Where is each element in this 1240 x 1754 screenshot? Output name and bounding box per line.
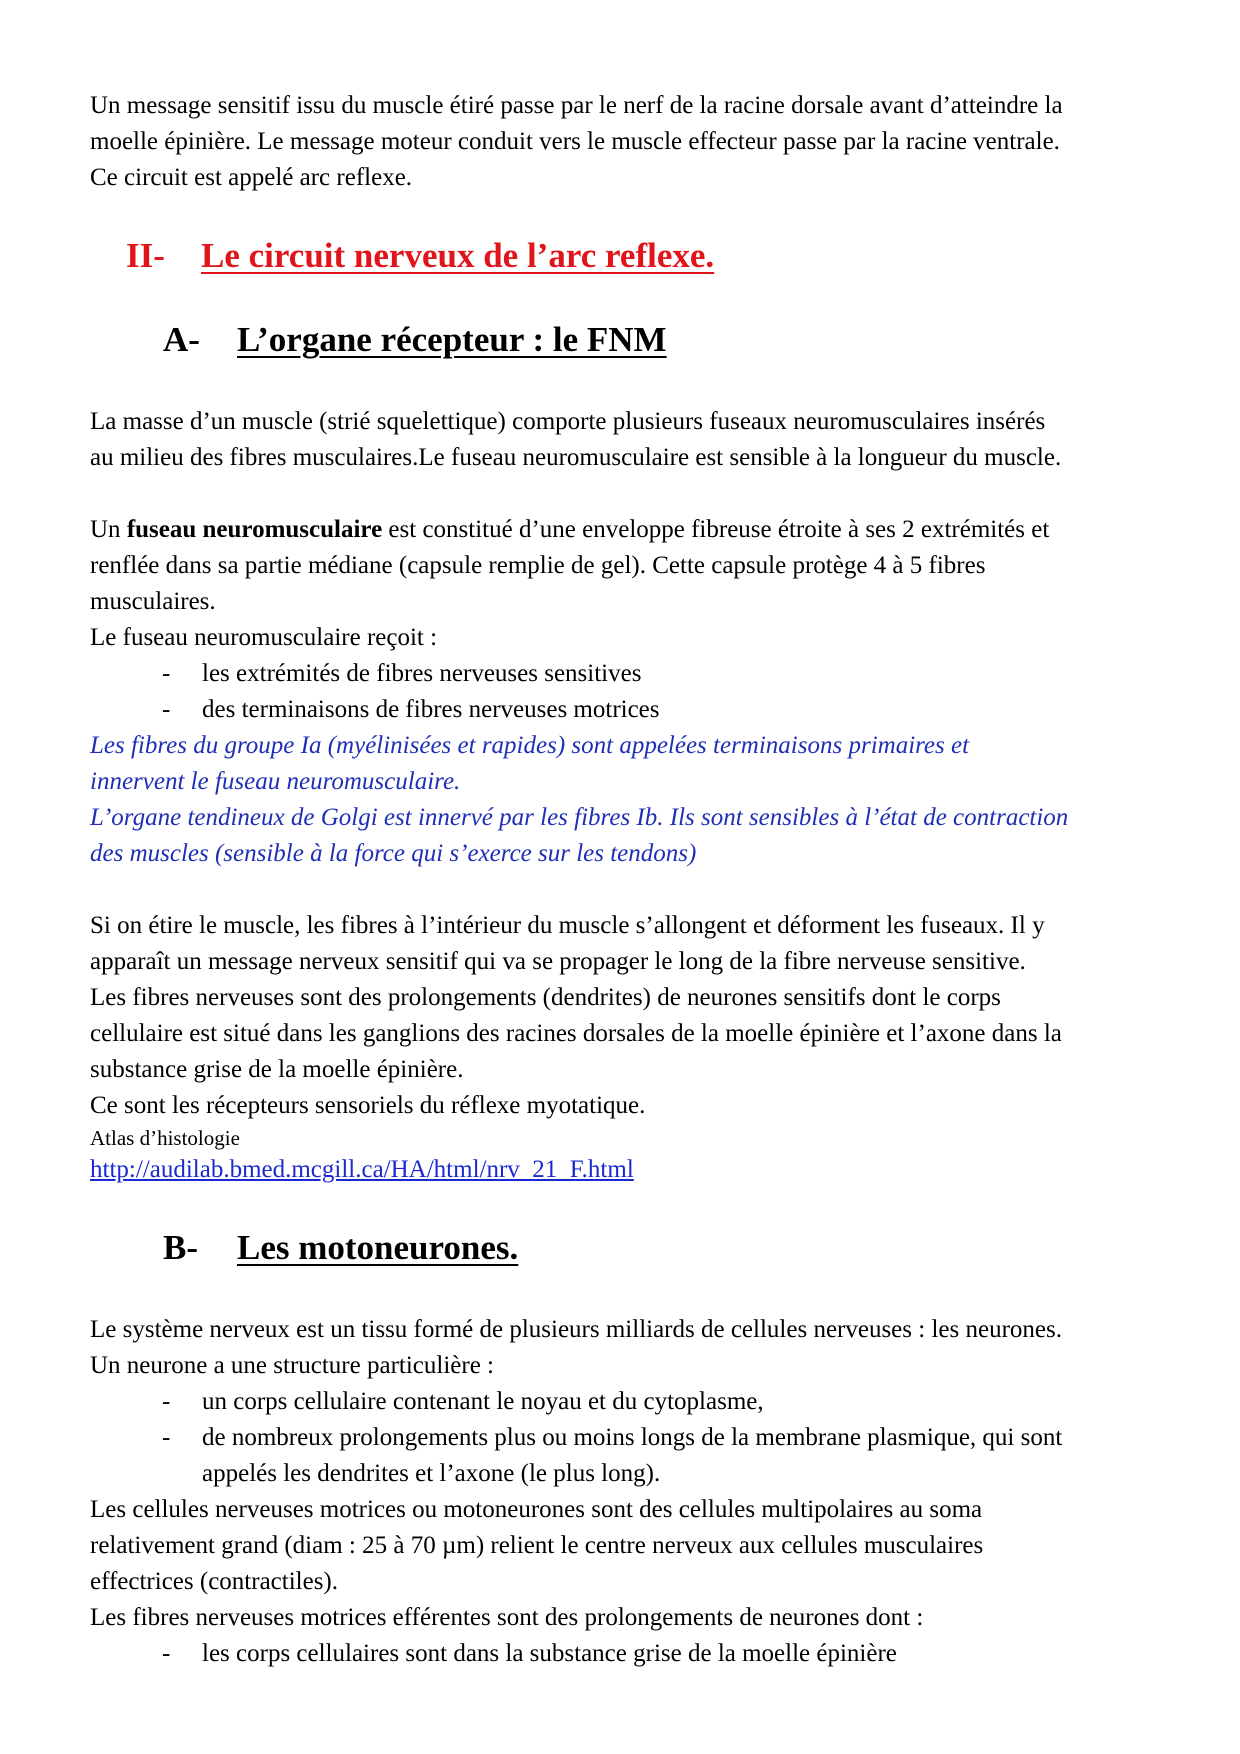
b-line-2: Un neurone a une structure particulière : <box>90 1352 494 1379</box>
a-blue-line-1: Les fibres du groupe Ia (myélinisées et rapides) sont appelées terminaisons primaires et <box>90 732 970 759</box>
section-ii-heading <box>126 236 715 276</box>
a-p3-line-1: Si on étire le muscle, les fibres à l’intérieur du muscle s’allongent et déforment les fuseaux. Il y <box>90 912 1045 939</box>
b-p2-line-4: Les fibres nerveuses motrices efférentes sont des prolongements de neurones dont : <box>90 1604 924 1631</box>
a-p3-line-5: substance grise de la moelle épinière. <box>90 1056 464 1083</box>
atlas-link[interactable]: http://audilab.bmed.mcgill.ca/HA/html/nrv_21_F.html <box>90 1156 634 1183</box>
bullet-dash: - <box>162 660 171 687</box>
a-p2-prefix: Un <box>90 516 127 543</box>
section-b-title: Les motoneurones. <box>237 1228 519 1267</box>
section-a-heading <box>163 320 667 360</box>
intro-line-1: Un message sensitif issu du muscle étiré passe par le nerf de la racine dorsale avant d’atteindre la <box>90 92 1063 119</box>
bullet-dash: - <box>162 1640 171 1667</box>
bullet-dash: - <box>162 696 171 723</box>
b-p2-line-3: effectrices (contractiles). <box>90 1568 338 1595</box>
a-p2-line-2: renflée dans sa partie médiane (capsule remplie de gel). Cette capsule protège 4 à 5 fibres <box>90 552 986 579</box>
a-blue-line-4: des muscles (sensible à la force qui s’exerce sur les tendons) <box>90 840 697 867</box>
b-bullet-2: de nombreux prolongements plus ou moins longs de la membrane plasmique, qui sont <box>202 1424 1063 1451</box>
a-p2-bold-term: fuseau neuromusculaire <box>126 516 383 543</box>
section-a-title: L’organe récepteur : le FNM <box>237 320 667 359</box>
a-blue-line-2: innervent le fuseau neuromusculaire. <box>90 768 461 795</box>
a-p3-line-2: apparaît un message nerveux sensitif qui va se propager le long de la fibre nerveuse sensitive. <box>90 948 1026 975</box>
a-blue-line-3: L’organe tendineux de Golgi est innervé par les fibres Ib. Ils sont sensibles à l’état de contraction <box>90 804 1069 831</box>
a-p2-line-4: Le fuseau neuromusculaire reçoit : <box>90 624 438 651</box>
section-ii-number: II- <box>126 236 165 275</box>
a-p2-suffix: est constitué d’une enveloppe fibreuse étroite à ses 2 extrémités et <box>382 516 1050 543</box>
intro-line-3: Ce circuit est appelé arc reflexe. <box>90 164 413 191</box>
b-bullet-2-cont: appelés les dendrites et l’axone (le plus long). <box>202 1460 661 1487</box>
b-last-bullet: les corps cellulaires sont dans la substance grise de la moelle épinière <box>202 1640 897 1667</box>
intro-line-2: moelle épinière. Le message moteur conduit vers le muscle effecteur passe par la racine ventrale. <box>90 128 1060 155</box>
b-line-1: Le système nerveux est un tissu formé de plusieurs milliards de cellules nerveuses : les neurones. <box>90 1316 1062 1343</box>
bullet-dash: - <box>162 1388 171 1415</box>
section-a-number: A- <box>163 320 200 359</box>
section-ii-title: Le circuit nerveux de l’arc reflexe. <box>201 236 715 275</box>
a-p1-line-2: au milieu des fibres musculaires.Le fuseau neuromusculaire est sensible à la longueur du muscle. <box>90 444 1062 471</box>
section-b-number: B- <box>163 1228 198 1267</box>
a-p2-line-3: musculaires. <box>90 588 216 615</box>
a-bullet-2: des terminaisons de fibres nerveuses motrices <box>202 696 660 723</box>
a-p3-line-6: Ce sont les récepteurs sensoriels du réflexe myotatique. <box>90 1092 646 1119</box>
atlas-label: Atlas d’histologie <box>90 1126 240 1150</box>
a-bullet-1: les extrémités de fibres nerveuses sensitives <box>202 660 642 687</box>
b-p2-line-2: relativement grand (diam : 25 à 70 µm) relient le centre nerveux aux cellules musculaires <box>90 1532 984 1559</box>
a-p2-line-1 <box>90 512 1170 548</box>
b-bullet-1: un corps cellulaire contenant le noyau et du cytoplasme, <box>202 1388 764 1415</box>
a-p3-line-4: cellulaire est situé dans les ganglions des racines dorsales de la moelle épinière et l’axone dans la <box>90 1020 1062 1047</box>
a-p3-line-3: Les fibres nerveuses sont des prolongements (dendrites) de neurones sensitifs dont le corps <box>90 984 1001 1011</box>
bullet-dash: - <box>162 1424 171 1451</box>
b-p2-line-1: Les cellules nerveuses motrices ou motoneurones sont des cellules multipolaires au soma <box>90 1496 983 1523</box>
section-b-heading <box>163 1228 519 1268</box>
a-p1-line-1: La masse d’un muscle (strié squelettique) comporte plusieurs fuseaux neuromusculaires insérés <box>90 408 1046 435</box>
